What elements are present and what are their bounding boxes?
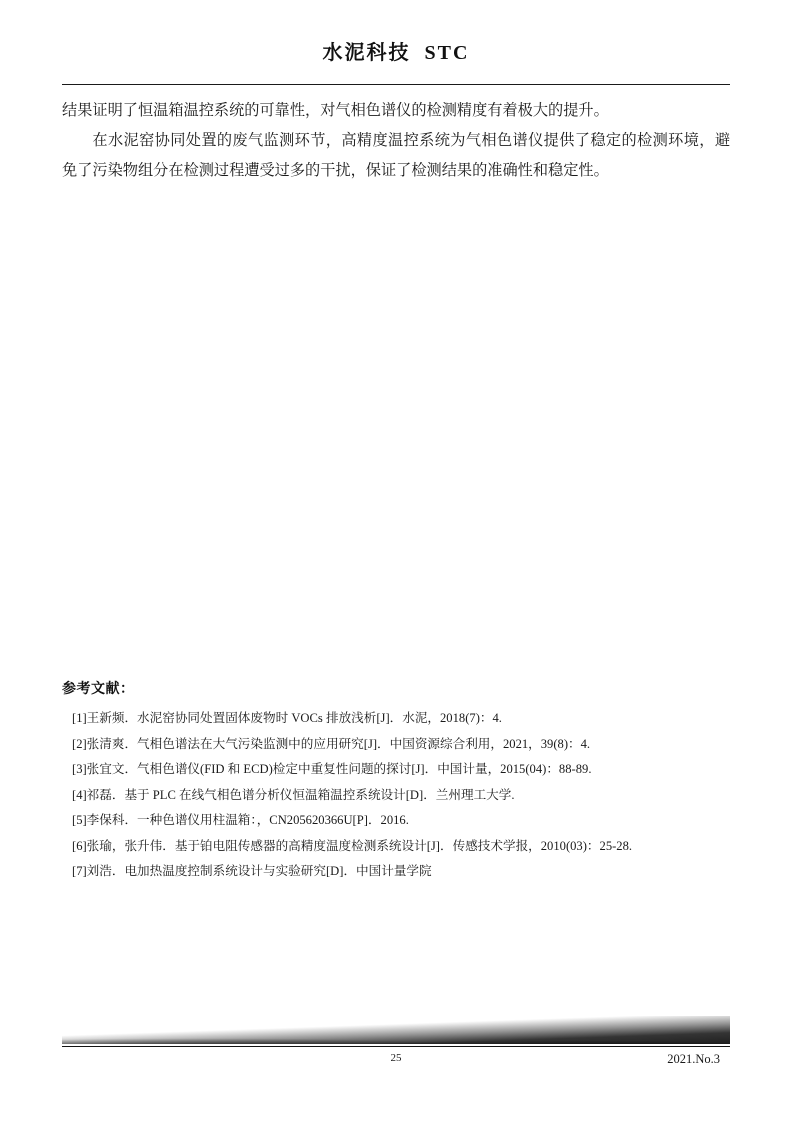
references-section [62,678,730,885]
paragraph-2: 在水泥窑协同处置的废气监测环节，高精度温控系统为气相色谱仪提供了稳定的检测环境，避免了污染物组分在检测过程遭受过多的干扰，保证了检测结果的准确性和稳定性。 [62,132,730,179]
reference-item: [7]刘浩．电加热温度控制系统设计与实验研究[D]．中国计量学院 [72,864,432,878]
issue-label: 2021.No.3 [667,1052,720,1066]
body-text [62,96,730,186]
page-number: 25 [390,1052,402,1064]
page-footer [62,1052,730,1074]
reference-item: [5]李保科．一种色谱仪用柱温箱：，CN205620366U[P]．2016. [72,813,409,827]
journal-title: 水泥科技 STC [322,42,470,64]
reference-item: [3]张宜文．气相色谱仪(FID 和 ECD)检定中重复性问题的探讨[J]．中国计量，2015(04)：88-89. [72,762,592,776]
footer-divider [62,1046,730,1047]
reference-item: [4]祁磊．基于 PLC 在线气相色谱分析仪恒温箱温控系统设计[D]．兰州理工大学. [72,787,515,802]
reference-item: [1]王新频．水泥窑协同处置固体废物时 VOCs 排放浅析[J]．水泥，2018(7)：4. [72,711,502,725]
reference-item: [6]张瑜，张升伟．基于铂电阻传感器的高精度温度检测系统设计[J]．传感技术学报，2010(03)：25-28. [72,838,633,853]
header-divider [62,84,730,85]
reference-item: [2]张清爽．气相色谱法在大气污染监测中的应用研究[J]．中国资源综合利用，2021，39(8)：4. [72,736,591,751]
references-heading: 参考文献： [62,682,135,697]
page-header [62,42,730,64]
paragraph-1: 结果证明了恒温箱温控系统的可靠性，对气相色谱仪的检测精度有着极大的提升。 [62,102,609,119]
scan-artifact [62,1016,730,1044]
